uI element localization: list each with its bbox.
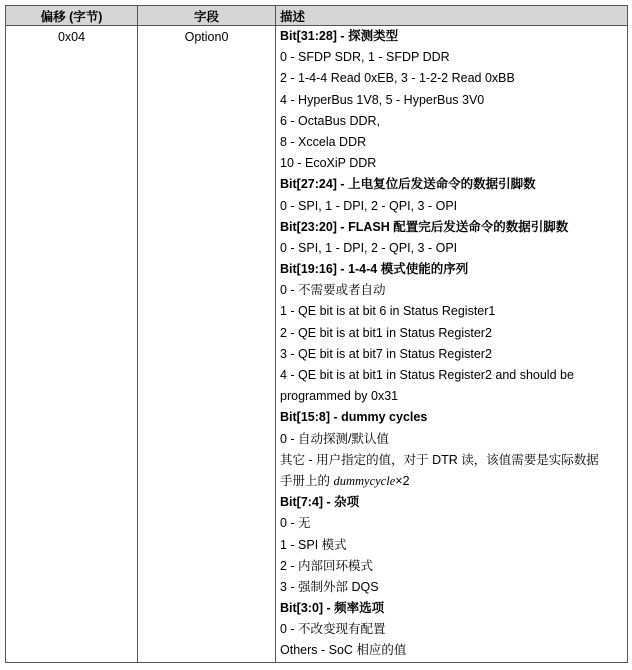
table-row [6, 26, 628, 663]
description-heading: Bit[27:24] - 上电复位后发送命令的数据引脚数 [280, 177, 536, 192]
description-line: 2 - 内部回环模式 [280, 558, 374, 573]
header-field: 字段 [138, 6, 276, 26]
description-line: 0 - 自动探测/默认值 [280, 431, 390, 446]
description-line: 1 - QE bit is at bit 6 in Status Register1 [280, 304, 496, 319]
description-heading: Bit[23:20] - FLASH 配置完后发送命令的数据引脚数 [280, 219, 569, 234]
description-line: 0 - 不改变现有配置 [280, 622, 386, 637]
description-line: 0 - SPI, 1 - DPI, 2 - QPI, 3 - OPI [280, 240, 458, 255]
description-line: Others - SoC 相应的值 [280, 643, 407, 658]
description-line: 2 - QE bit is at bit1 in Status Register2 [280, 325, 492, 340]
description-line: 10 - EcoXiP DDR [280, 156, 377, 171]
description-heading: Bit[19:16] - 1-4-4 模式使能的序列 [280, 262, 469, 277]
description-line: 0 - SFDP SDR, 1 - SFDP DDR [280, 50, 450, 65]
header-offset: 偏移 (字节) [6, 6, 138, 26]
description-line: 1 - SPI 模式 [280, 537, 347, 552]
header-row [6, 6, 628, 26]
offset-cell: 0x04 [6, 26, 138, 663]
description-heading: Bit[15:8] - dummy cycles [280, 410, 428, 425]
description-line: 6 - OctaBus DDR, [280, 113, 381, 128]
description-line: 2 - 1-4-4 Read 0xEB, 3 - 1-2-2 Read 0xBB [280, 71, 515, 86]
option0-table [5, 5, 628, 663]
description-line: 其它 - 用户指定的值，对于 DTR 读，该值需要是实际数据 [280, 452, 599, 467]
description-line: 3 - 强制外部 DQS [280, 579, 379, 594]
description-heading: Bit[7:4] - 杂项 [280, 495, 360, 510]
description-cell [276, 26, 628, 663]
description-line: programmed by 0x31 [280, 389, 399, 404]
header-description: 描述 [276, 6, 628, 26]
description-line: 4 - HyperBus 1V8, 5 - HyperBus 3V0 [280, 92, 485, 107]
description-line: 0 - 无 [280, 516, 311, 531]
description-line: 0 - 不需要或者自动 [280, 283, 386, 298]
description-line: 8 - Xccela DDR [280, 134, 367, 149]
field-cell: Option0 [138, 26, 276, 663]
description-heading: Bit[3:0] - 频率选项 [280, 601, 385, 616]
description-line: 4 - QE bit is at bit1 in Status Register2 and should be [280, 368, 574, 382]
description-heading: Bit[31:28] - 探测类型 [280, 29, 399, 43]
description-line: 3 - QE bit is at bit7 in Status Register2 [280, 346, 492, 361]
description-line: 0 - SPI, 1 - DPI, 2 - QPI, 3 - OPI [280, 198, 458, 213]
description-line: 手册上的 dummycycle×2 [280, 473, 410, 488]
